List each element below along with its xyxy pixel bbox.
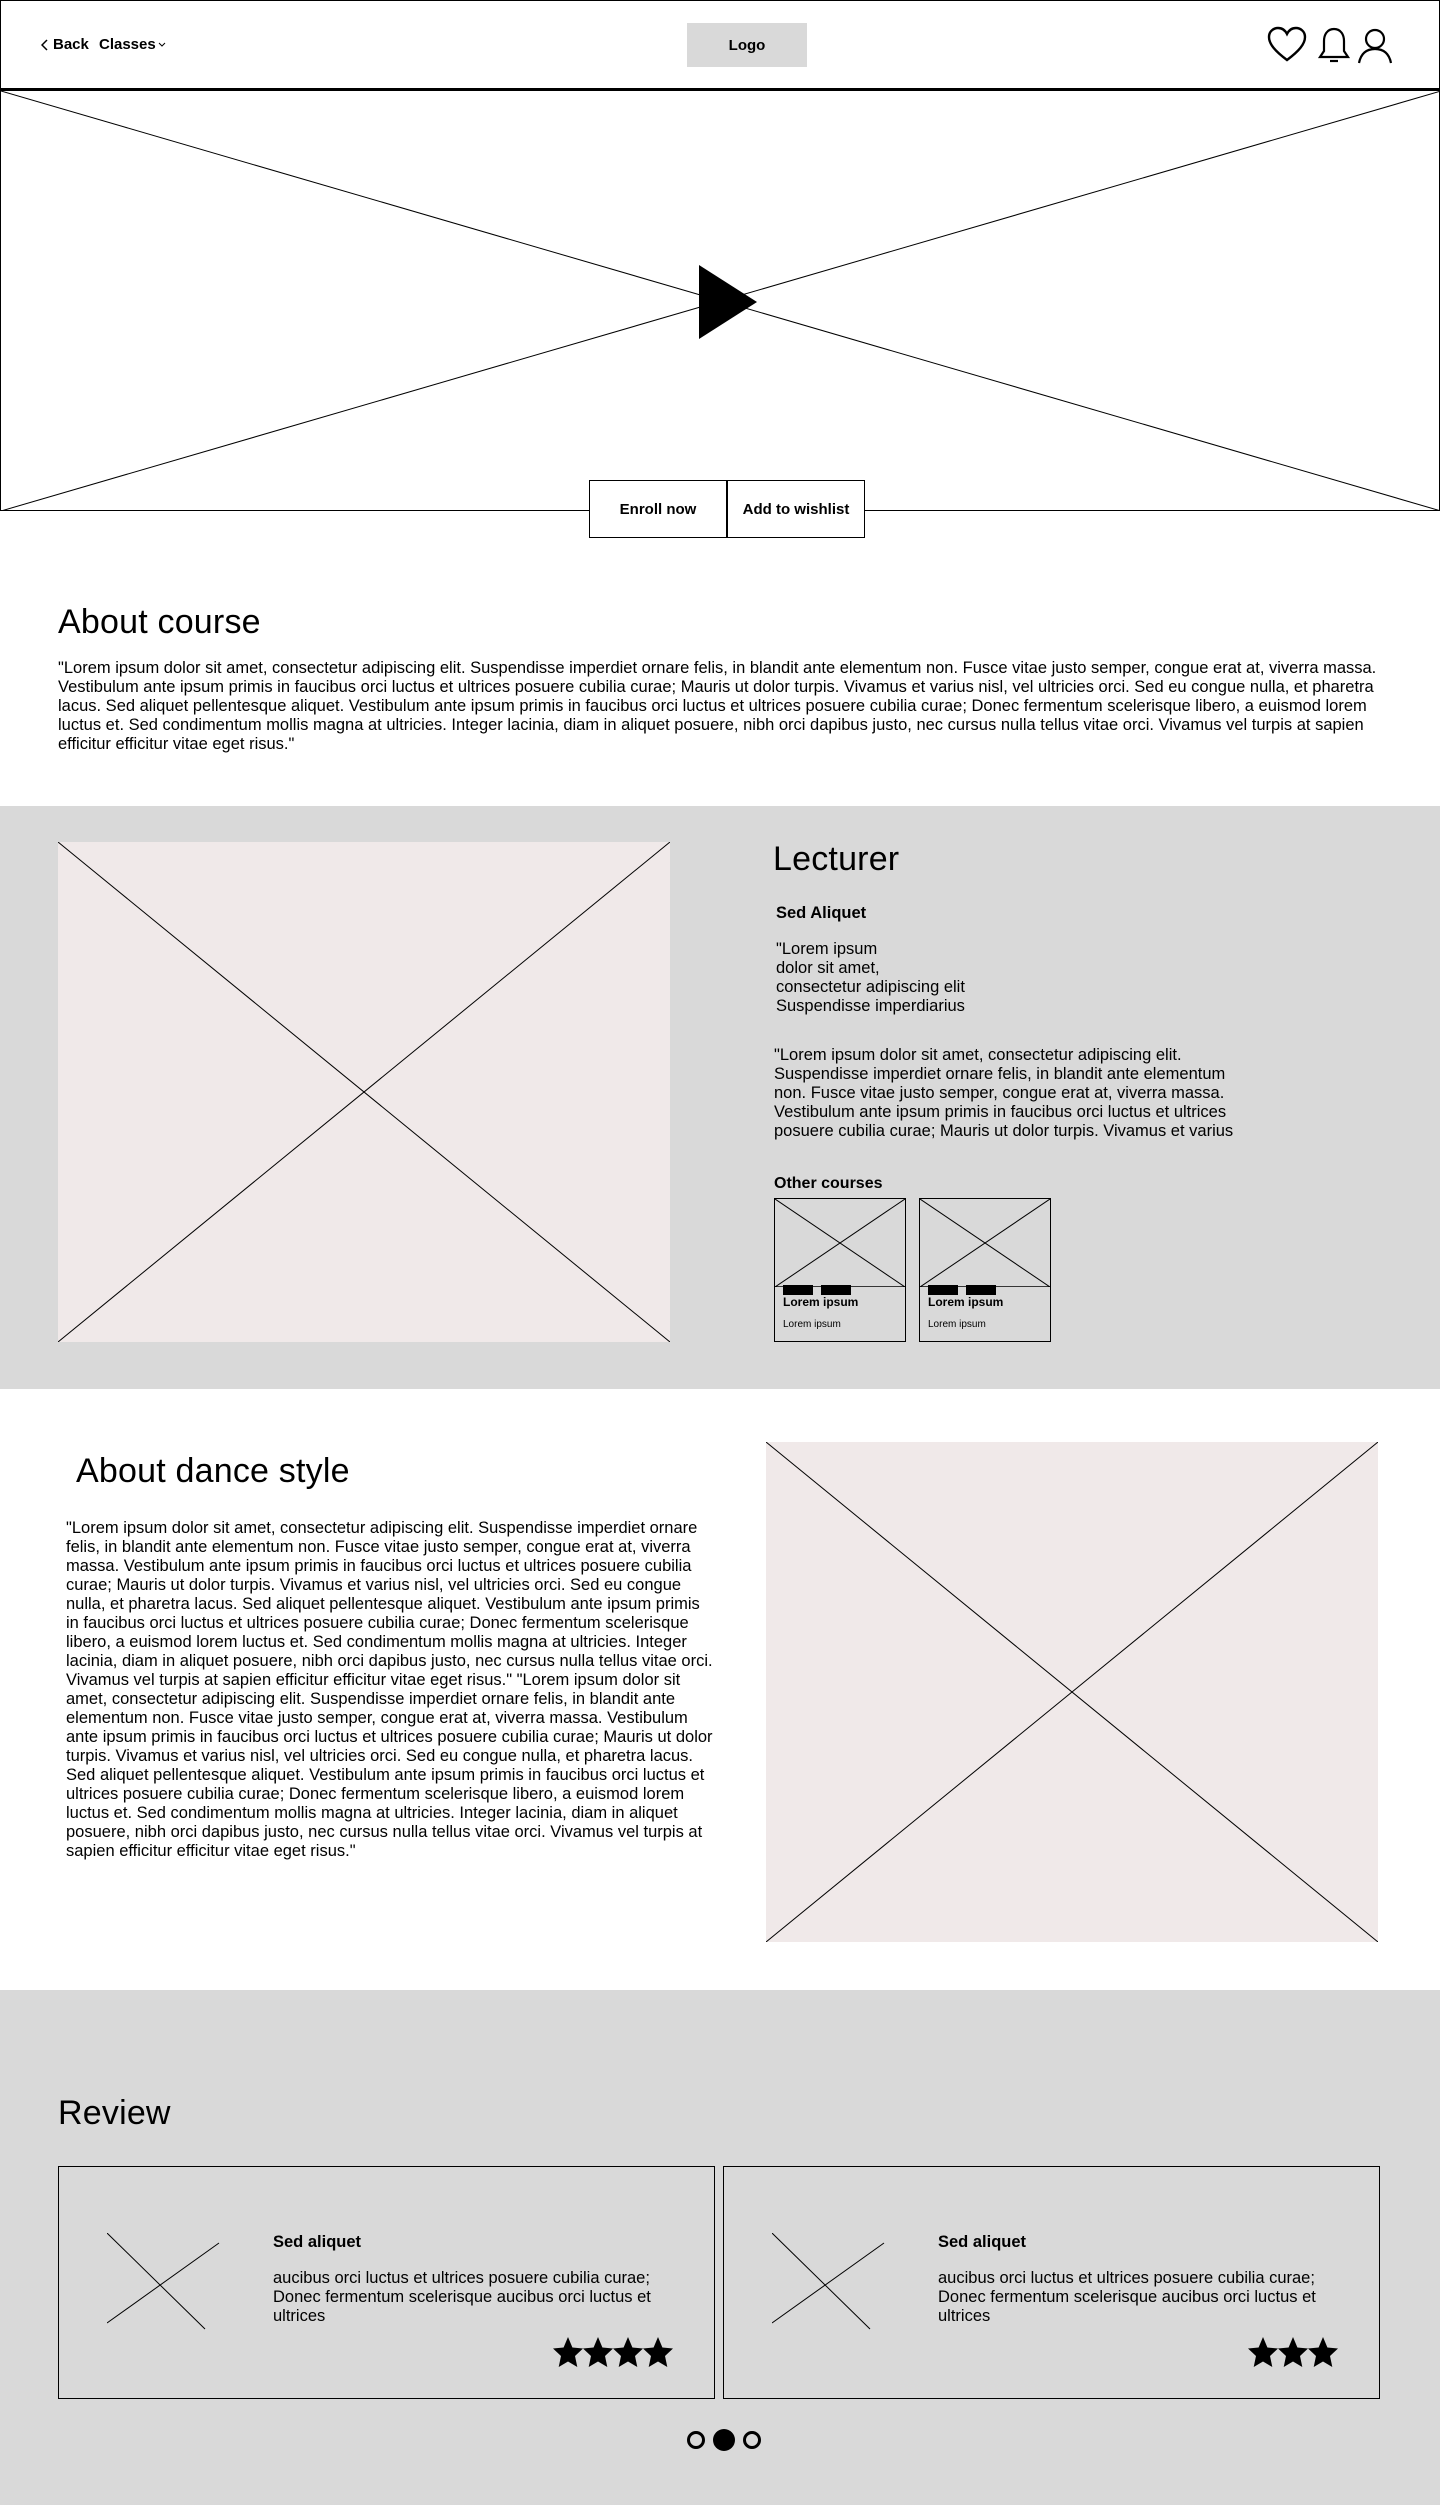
about-dance-text: "Lorem ipsum dolor sit amet, consectetur adipiscing elit. Suspendisse imperdiet ornare felis, in blandit ante elementum non. Fusce vitae justo semper, congue erat at, viverra massa. Vestibulum ante ipsum primis in faucibus orci luctus et ultrices posuere cubilia curae; Mauris ut dolor turpis. Vivamus et varius nisl, vel ultricies orci. Sed eu congue nulla, et pharetra lacus. Sed aliquet pellentesque aliquet. Vestibulum ante ipsum primis in faucibus orci luctus et ultrices posuere cubilia curae; Donec fermentum scelerisque libero, a euismod lorem luctus et. Sed condimentum mollis magna at ultricies. Integer lacinia, diam in aliquet posuere, nibh orci dapibus justo, nec cursus nulla tellus vitae orci. Vivamus vel turpis at sapien efficitur efficitur vitae eget risus." "Lorem ipsum dolor sit amet, consectetur adipiscing elit. Suspendisse imperdiet ornare felis, in blandit ante elementum non. Fusce vitae justo semper, congue erat at, viverra massa. Vestibulum ante ipsum primis in faucibus orci luctus et ultrices posuere cubilia curae; Mauris ut dolor turpis. Vivamus et varius nisl, vel ultricies orci. Sed eu congue nulla, et pharetra lacus. Sed aliquet pellentesque aliquet. Vestibulum ante ipsum primis in faucibus orci luctus et ultrices posuere cubilia curae; Donec fermentum scelerisque libero, a euismod lorem luctus et. Sed condimentum mollis magna at ultricies. Integer lacinia, diam in aliquet posuere, nibh orci dapibus justo, nec cursus nulla tellus vitae orci. Vivamus vel turpis at sapien efficitur efficitur vitae eget risus." <box>66 1519 713 1860</box>
chevron-left-icon <box>41 39 49 51</box>
tag-badge <box>821 1285 851 1295</box>
tag-badge <box>928 1285 958 1295</box>
video-placeholder <box>1 91 1440 511</box>
enroll-now-button[interactable]: Enroll now <box>589 480 727 538</box>
star-rating <box>1248 2335 1340 2371</box>
star-rating <box>553 2335 675 2371</box>
quote-line: Suspendisse imperdiarius <box>776 997 965 1015</box>
review-card <box>723 2166 1380 2399</box>
quote-line: dolor sit amet, <box>776 959 880 977</box>
reviewer-name: Sed aliquet <box>273 2233 362 2251</box>
course-card-title: Lorem ipsum <box>928 1295 1004 1309</box>
pagination-dot-active[interactable] <box>712 2428 736 2452</box>
quote-line: consectetur adipiscing elit <box>776 978 965 996</box>
course-thumbnail <box>920 1199 1050 1287</box>
review-text: aucibus orci luctus et ultrices posuere cubilia curae; Donec fermentum scelerisque aucibus orci luctus et ultrices <box>273 2269 651 2325</box>
bell-icon[interactable] <box>1314 25 1354 65</box>
lecturer-photo <box>58 842 670 1342</box>
review-card <box>58 2166 715 2399</box>
top-nav-bar <box>0 0 1440 89</box>
lecturer-name: Sed Aliquet <box>776 904 867 922</box>
course-thumbnail <box>775 1199 905 1287</box>
about-course-text: "Lorem ipsum dolor sit amet, consectetur adipiscing elit. Suspendisse imperdiet ornare felis, in blandit ante elementum non. Fusce vitae justo semper, congue erat at, viverra massa. Vestibulum ante ipsum primis in faucibus orci luctus et ultrices posuere cubilia curae; Mauris ut dolor turpis. Vivamus et varius nisl, vel ultricies orci. Sed eu congue nulla, et pharetra lacus. Sed aliquet pellentesque aliquet. Vestibulum ante ipsum primis in faucibus orci luctus et ultrices posuere cubilia curae; Donec fermentum scelerisque libero, a euismod lorem luctus et. Sed condimentum mollis magna at ultricies. Integer lacinia, diam in aliquet posuere, nibh orci dapibus justo, nec cursus nulla tellus vitae orci. Vivamus vel turpis at sapien efficitur efficitur vitae eget risus." <box>58 659 1377 753</box>
lecturer-quote <box>776 940 965 1016</box>
dance-style-image <box>766 1442 1378 1942</box>
classes-dropdown[interactable] <box>99 36 166 53</box>
course-card-subtitle: Lorem ipsum <box>928 1319 986 1330</box>
star-icons <box>553 2335 675 2371</box>
about-course-title: About course <box>58 603 261 641</box>
reviewer-avatar <box>772 2233 886 2335</box>
lecturer-title: Lecturer <box>773 840 900 878</box>
back-label: Back <box>53 36 89 53</box>
reviewer-avatar <box>107 2233 221 2335</box>
course-card[interactable] <box>919 1198 1051 1342</box>
user-icon[interactable] <box>1355 25 1395 65</box>
course-video[interactable] <box>0 89 1440 511</box>
course-card-title: Lorem ipsum <box>783 1295 859 1309</box>
course-card[interactable] <box>774 1198 906 1342</box>
tag-badge <box>966 1285 996 1295</box>
review-title: Review <box>58 2094 171 2132</box>
about-dance-title: About dance style <box>76 1452 350 1490</box>
reviewer-name: Sed aliquet <box>938 2233 1027 2251</box>
heart-icon[interactable] <box>1267 25 1307 65</box>
play-icon[interactable] <box>699 265 757 339</box>
pagination-dot[interactable] <box>686 2430 706 2450</box>
quote-line: "Lorem ipsum <box>776 940 878 958</box>
tag-badge <box>783 1285 813 1295</box>
logo[interactable]: Logo <box>687 23 807 67</box>
lecturer-bio: "Lorem ipsum dolor sit amet, consectetur adipiscing elit. Suspendisse imperdiet ornare felis, in blandit ante elementum non. Fusce vitae justo semper, congue erat at, viverra massa. Vestibulum ante ipsum primis in faucibus orci luctus et ultrices posuere cubilia curae; Mauris ut dolor turpis. Vivamus et varius <box>774 1046 1234 1140</box>
other-courses-label: Other courses <box>774 1175 883 1192</box>
classes-label: Classes <box>99 36 156 53</box>
pagination-dot[interactable] <box>742 2430 762 2450</box>
star-icons <box>1248 2335 1340 2371</box>
back-link[interactable] <box>41 36 89 53</box>
review-text: aucibus orci luctus et ultrices posuere cubilia curae; Donec fermentum scelerisque aucibus orci luctus et ultrices <box>938 2269 1316 2325</box>
review-pagination <box>686 2428 762 2452</box>
add-to-wishlist-button[interactable]: Add to wishlist <box>727 480 865 538</box>
course-card-subtitle: Lorem ipsum <box>783 1319 841 1330</box>
chevron-down-icon <box>158 42 166 48</box>
